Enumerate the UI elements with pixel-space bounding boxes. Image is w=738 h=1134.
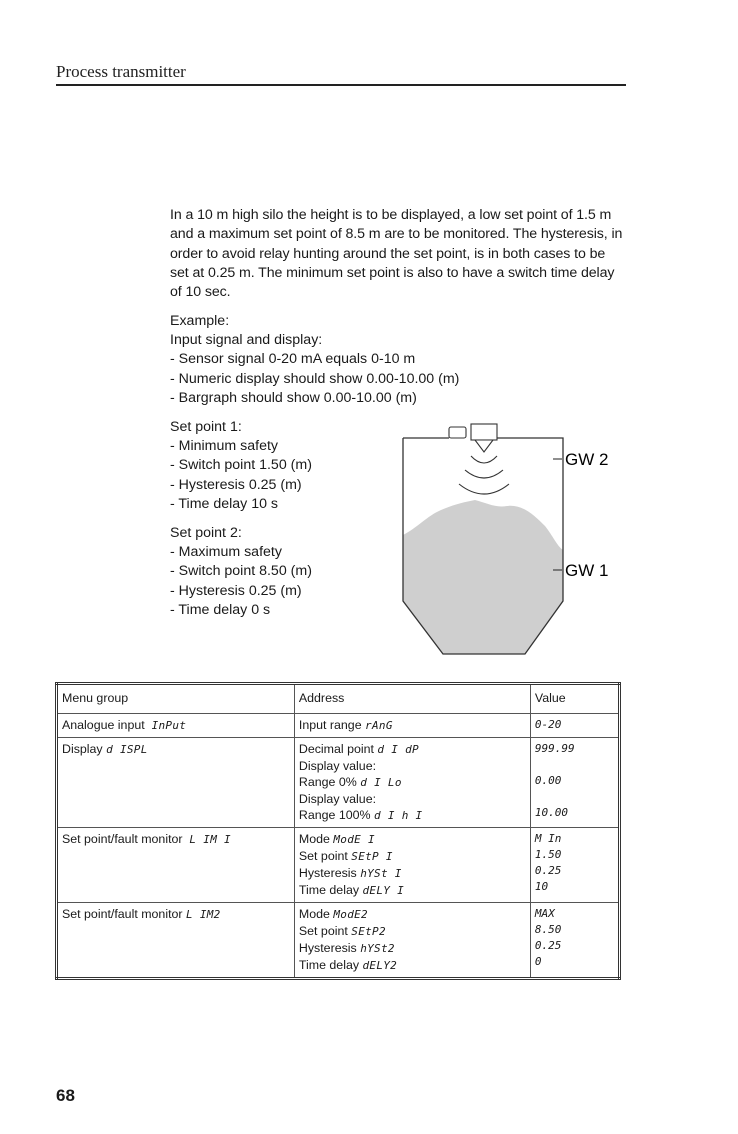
intro-paragraph: In a 10 m high silo the height is to be displayed, a low set point of 1.5 m and a maximum set point of 8.5 m are to be monitored. The hysteresis, in order to avoid relay hunting around the set point, is in both cases to be set at 0.25 m. The minimum set point is also to have a switch time delay of 10 sec. — [170, 207, 623, 301]
menu-group-cell: Set point/fault monitor L IM I — [57, 828, 295, 903]
table-row — [57, 903, 620, 979]
menu-group-cell: Display d ISPL — [57, 738, 295, 828]
menu-group-cell: Analogue input InPut — [57, 714, 295, 738]
setpoint2-item: - Hysteresis 0.25 (m) — [170, 582, 302, 599]
setpoint2-heading: Set point 2: — [170, 525, 242, 541]
value-cell: M In 1.50 0.25 10 — [530, 828, 619, 903]
example-item: - Bargraph should show 0.00-10.00 (m) — [170, 389, 417, 406]
setpoint2-item: - Time delay 0 s — [170, 601, 271, 618]
address-cell: Mode ModE2 Set point SEtP2 Hysteresis hYSt2 Time delay dELY2 — [294, 903, 530, 979]
value-cell: 0-20 — [530, 714, 619, 738]
value-cell: MAX 8.50 0.25 0 — [530, 903, 619, 979]
bulk-material-fill — [403, 500, 563, 654]
silo-diagram — [395, 418, 625, 663]
page-header-title: Process transmitter — [56, 62, 186, 81]
gw2-label: GW 2 — [565, 450, 609, 469]
setpoint1-heading: Set point 1: — [170, 419, 242, 435]
setpoint1-item: - Hysteresis 0.25 (m) — [170, 476, 302, 493]
setpoint1-item: - Switch point 1.50 (m) — [170, 457, 312, 474]
table-row — [57, 738, 620, 828]
ultrasonic-wave-icon — [471, 456, 497, 463]
example-subheading: Input signal and display: — [170, 332, 323, 349]
setpoint2-block — [170, 524, 312, 620]
header-address: Address — [294, 684, 530, 714]
example-block — [170, 312, 459, 408]
address-cell: Mode ModE I Set point SEtP I Hysteresis hYSt I Time delay dELY I — [294, 828, 530, 903]
header-value: Value — [530, 684, 619, 714]
setpoint1-block — [170, 418, 312, 514]
menu-group-cell: Set point/fault monitor L IM2 — [57, 903, 295, 979]
header-rule — [56, 84, 626, 86]
page-number: 68 — [56, 1086, 75, 1105]
address-cell: Input range rAnG — [294, 714, 530, 738]
setpoint2-item: - Maximum safety — [170, 544, 282, 561]
table-row — [57, 828, 620, 903]
sensor-head — [471, 424, 497, 440]
menu-settings-table — [55, 682, 621, 980]
table-header-row — [57, 684, 620, 714]
gw1-label: GW 1 — [565, 561, 609, 580]
example-item: - Sensor signal 0-20 mA equals 0-10 m — [170, 351, 416, 368]
example-item: - Numeric display should show 0.00-10.00 (m) — [170, 370, 460, 387]
address-cell: Decimal point d I dP Display value: Range 0% d I Lo Display value: Range 100% d I h I — [294, 738, 530, 828]
connector-box — [449, 427, 466, 438]
setpoint2-item: - Switch point 8.50 (m) — [170, 563, 312, 580]
table-row — [57, 714, 620, 738]
sensor-horn — [475, 440, 493, 452]
setpoint1-item: - Minimum safety — [170, 438, 278, 455]
ultrasonic-wave-icon — [465, 470, 503, 478]
setpoint1-item: - Time delay 10 s — [170, 495, 279, 512]
example-heading: Example: — [170, 313, 230, 329]
value-cell: 999.99 0.00 10.00 — [530, 738, 619, 828]
ultrasonic-wave-icon — [459, 484, 509, 494]
header-menu-group: Menu group — [57, 684, 295, 714]
